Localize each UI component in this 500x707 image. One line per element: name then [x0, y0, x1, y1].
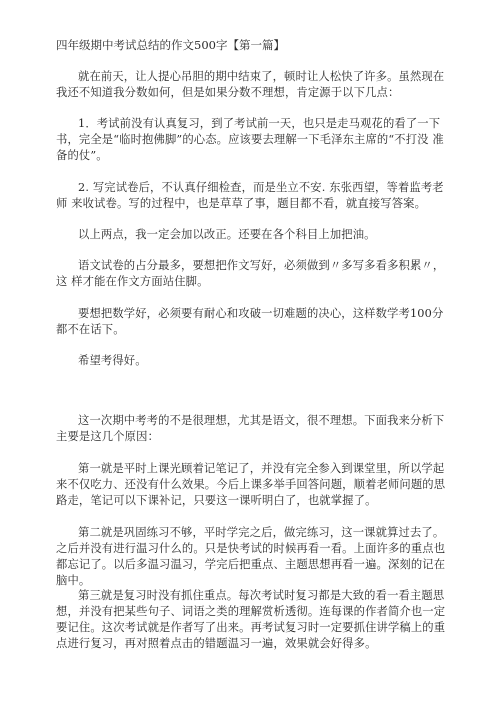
paragraph-chinese: 语文试卷的占分最多，要想把作文写好，必须做到〃多写多看多积累〃，这 样才能在作文方面站住脚。 [56, 259, 445, 288]
paragraph-resolve: 以上两点，我一定会加以改正。还要在各个科目上加把油。 [78, 228, 376, 241]
paragraph-reason-second: 第二就是巩固练习不够，平时学完之后，做完练习，这一课就算过去了。 之后并没有进行温习什么的。只是快考试的时候再看一看。上面许多的重点也 都忘记了。以后多温习温习，学完后把重点、主题思想再看一遍。深刻的记在 脑中。 [56, 526, 446, 587]
paragraph-intro: 就在前天，让人提心吊胆的期中结束了，顿时让人松快了许多。虽然现在 我还不知道我分数如何，但是如果分数不理想，肯定源于以下几点： [56, 70, 445, 99]
paragraph-reason-third: 第三就是复习时没有抓住重点。每次考试时复习都是大致的看一看主题思 想，并没有把某些句子、词语之类的理解赏析透彻。连每课的作者简介也一定 要记住。这次考试就是作者写了出来。再考试复习时一定要抓住讲学稿上的重 点进行复习，再对照着点击的错题温习一遍，效果就会好得多。 [56, 589, 446, 650]
paragraph-reason-2: 2. 写完试卷后，不认真仔细检查，而是坐立不安. 东张西望，等着监考老师 来收试卷。写的过程中，也是草草了事，题目都不看，就直接写答案。 [56, 181, 444, 210]
paragraph-reason-1: 1．考试前没有认真复习，到了考试前一天，也只是走马观花的看了一下 书，完全是“临时抱佛脚”的心态。应该要去理解一下毛泽东主席的“不打没 准备的仗”。 [56, 117, 444, 162]
document-title: 四年级期中考试总结的作文500字【第一篇】 [56, 38, 285, 52]
paragraph-hope: 希望考得好。 [78, 354, 147, 367]
paragraph-analysis-intro: 这一次期中考考的不是很理想，尤其是语文，很不理想。下面我来分析下 主要是这几个原因： [56, 414, 445, 443]
paragraph-math: 要想把数学好，必须要有耐心和攻破一切难题的决心，这样数学考100分 都不在话下。 [56, 307, 444, 336]
paragraph-reason-first: 第一就是平时上课光顾着记笔记了，并没有完全参入到课堂里，所以学起 来不仅吃力、还没有什么效果。今后上课多举手回答问题，顺着老师问题的思 路走，笔记可以下课补记，只要这一课听明白了，也就掌握了。 [56, 462, 446, 507]
